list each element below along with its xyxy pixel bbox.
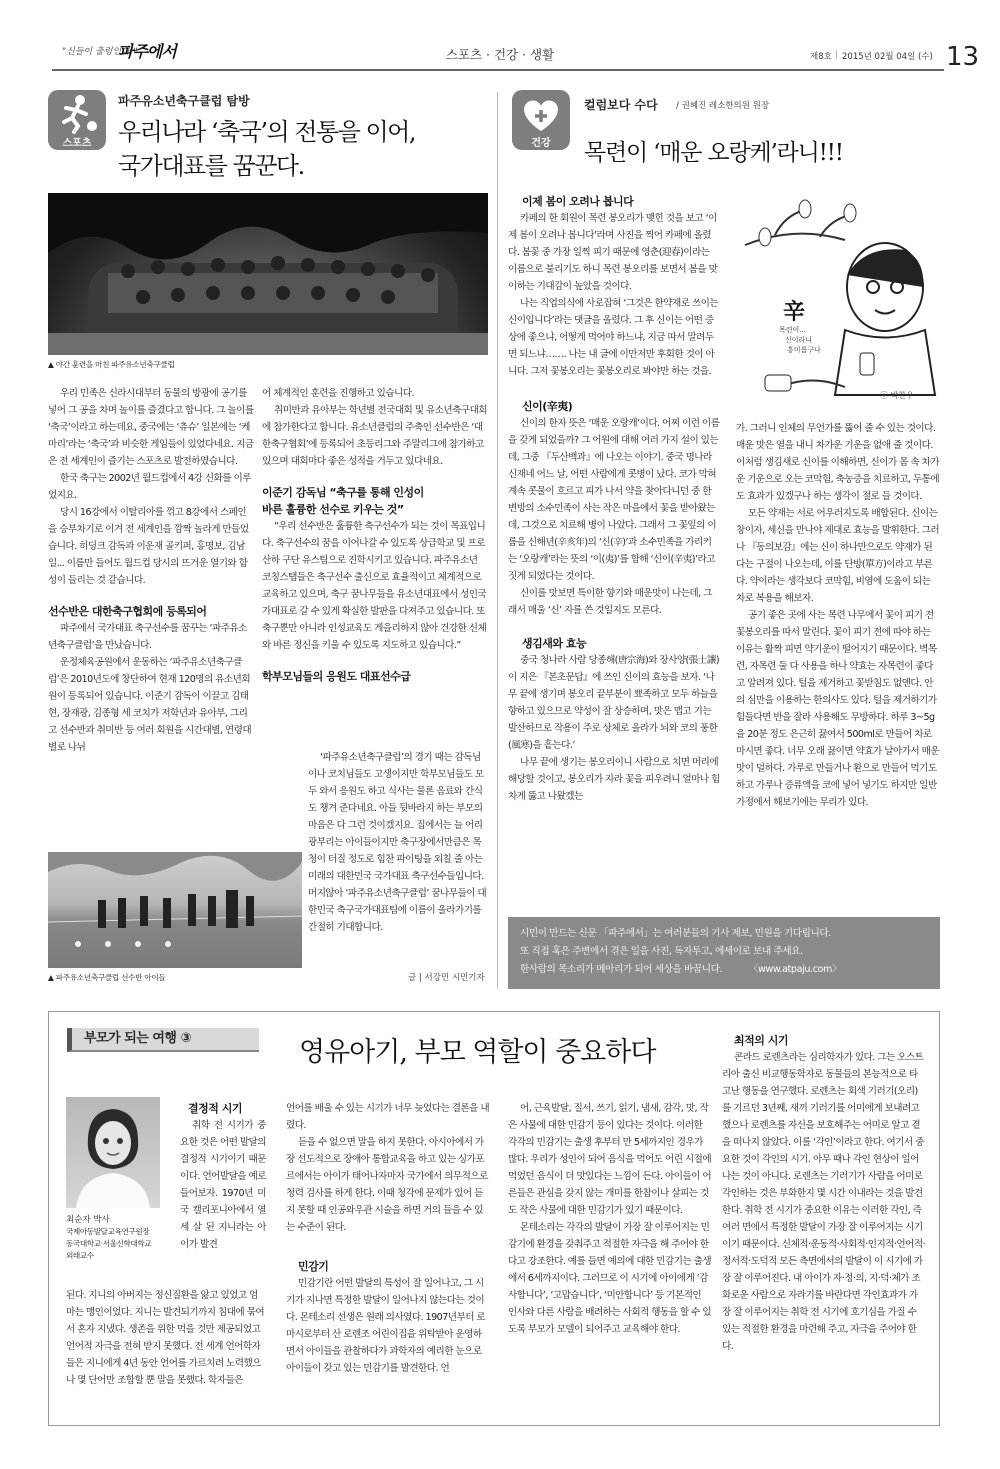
sports-col1-paragraphs-b [48, 620, 254, 756]
parent-col1-full: 된다. 지니의 아버지는 정신질환을 앓고 있었고 엄마는 맹인이었다. 지니는 발견되기까지 침대에 묶여서 혼자 지냈다. 생존을 위한 먹을 것만 제공되었고 언어적 자극을 전혀 받지 못했다. 전 세계 언어학자들은 지니에게 4년 동안 언어를 가르치려 노력했으나 몇 단어만 조합할 뿐 말을 못했다. 학자들은 [66, 1290, 265, 1386]
health-column-2 [736, 420, 940, 811]
illustration-char: 辛 [783, 300, 806, 325]
paragraph: 듣을 수 없으면 말을 하지 못한다. 아시아에서 가장 선도적으로 장애아 통합교육을 하고 있는 싱가포르에서는 아이가 태어나자마자 국가에서 의무적으로 청력 검사를 하게 한다. 이때 청각에 문제가 있어 듣지 못할 때 인공와우관 시술을 하면 거의 들을 수 있는 수준이 된다. [286, 1137, 488, 1233]
parent-column-4 [722, 1032, 926, 1355]
running-figure-icon [48, 92, 106, 134]
health-kicker: 컬럼보다 수다 [584, 98, 658, 112]
paragraph: 파주에서 국가대표 축구선수를 꿈꾸는 ‘파주유소년축구클럽’을 만났습니다. [48, 623, 247, 651]
sports-column-2-bottom [308, 749, 488, 936]
header-issue: 제8호 [810, 52, 832, 62]
paragraph: 나는 직업의식에 사로잡혀 ‘그것은 한약재로 쓰이는 신이입니다’라는 댓글을 올렸다. 그 후 신이는 어떤 증상에 좋으냐, 어떻게 먹어야 하느냐, 지금 따서 말려두면 되느냐……. 나는 내 글에 이만저만 후회한 것이 아니다. 그저 꽃봉오리는 꽃봉오리로 봐야만 하는 것을. [508, 298, 719, 377]
header-separator: | [835, 50, 838, 60]
sports-column-1 [48, 385, 254, 756]
parenting-title: 영유아기, 부모 역할이 중요하다 [299, 1037, 656, 1068]
health-col2-continuation: 가. 그러니 인체의 무언가를 뚫어 줄 수 있는 것이다. 매운 맛은 열을 내니 차가운 기운을 없애 줄 것이다. 이처럼 생김새로 신이를 이해하면, 신이가 몸 속 차가운 기운으로 오는 코막힘, 축농증을 치료하고, 두통에도 효과가 있겠구나 하는 생각이 절로 들 것이다. [736, 423, 940, 502]
doctor-caricature-figure [735, 195, 940, 405]
health-subhead-3: 생김새와 효능 [522, 637, 587, 650]
notice-line-3-row [520, 961, 928, 979]
sports-col1-paragraphs [48, 385, 254, 589]
illustration-note-3: 흥미롭구나 [787, 346, 821, 354]
team-group-figure [48, 193, 488, 355]
sports-title-line2: 국가대표를 꿈꾼다. [118, 152, 304, 180]
parent-col2-paragraphs [286, 1134, 490, 1236]
magnolia-illustration [735, 195, 940, 405]
paragraph: 우리 민족은 신라시대부터 동물의 방광에 공기를 넣어 그 공을 차며 놀이를 즐겼다고 합니다. 그 놀이를 ‘축국’이라고 하는데요, 중국에는 ‘츄슈’ 일본에는 ‘케마리’라는 ‘축국’과 비슷한 게임들이 있었다네요. 지금은 전 세계인이 즐기는 스포츠로 발전하였습니다. [48, 388, 254, 467]
paragraph: ‘파주유소년축구클럽’의 경기 때는 감독님이나 코치님들도 고생이지만 학부모님들도 모두 와서 응원도 하고 식사는 물론 음료와 간식도 챙겨 준다네요. 아들 뒷바라지 하는 부모의 마음은 다 그런 것이겠지요. 집에서는 늘 어리광부리는 아이들이지만 축구장에서만큼은 목청이 터질 정도로 힘찬 파이팅을 외칠 줄 아는 미래의 대한민국 국가대표 축구선수들입니다. 머지않아 ‘파주유소년축구클럽’ 꿈나무들이 대한민국 축구국가대표팀에 이름이 올라가기를 간절히 기대합니다. [308, 752, 487, 933]
paragraph: 몬테소리는 각각의 발달이 가장 잘 이루어지는 민감기에 환경을 갖춰주고 적절한 자극을 해 주어야 한다고 강조한다. 예를 들면 예의에 대한 민감기는 출생에서 6세까지이다. 그러므로 이 시기에 아이에게 ‘감사합니다’, ‘고맙습니다’, ‘미안합니다’ 등 기본적인 인사와 다른 사람을 배려하는 사회적 행동을 할 수 있도록 부모가 모델이 되어주고 교육해야 한다. [508, 1222, 712, 1335]
health-column-1 [508, 193, 720, 805]
health-subhead-2: 신이(辛夷) [522, 400, 573, 413]
health-badge-label: 건강 [531, 138, 551, 149]
health-p1 [508, 210, 720, 380]
health-badge [512, 90, 570, 150]
paragraph: 신이를 맛보면 특이한 향기와 매운맛이 나는데, 그래서 매울 ‘신’ 자를 쓴 것일지도 모른다. [508, 588, 712, 616]
sports-column-2 [262, 385, 488, 685]
paragraph: “우리 선수반은 훌륭한 축구선수가 되는 것이 목표입니다. 축구선수의 꿈을 이어나갈 수 있도록 상급학교 및 프로 산하 구단 유스팀으로 진학시키고 있습니다. 파주유소년 코칭스탭들은 축구선수 출신으로 효율적이고 체계적으로 교육하고 있으며, 축구 꿈나무들을 유소년대표에서 성인국가대표로 갈 수 있게 확실한 발판을 다져주고 있습니다. 또 축구뿐만 아니라 인성교육도 게을리하지 않아 건강한 신체와 바른 정신을 키울 수 있도록 지도하고 있습니다.” [262, 521, 487, 651]
players-figures [48, 852, 302, 968]
parent-col4-paragraphs [722, 1049, 926, 1355]
author-title-2: 동국대학교·서울신학대학교 [66, 1239, 152, 1248]
notice-line-1: 시민이 만드는 신문 「파주에서」는 여러분들의 기사 제보, 민원을 기다립니다. [520, 928, 831, 939]
paragraph: 중국 청나라 사람 당종해(唐宗海)와 장사양(張士讓)이 지은 『본초문답』에 쓰인 신이의 효능을 보자. ‘나무 끝에 생기며 봉오리 끝부분이 뾰족하고 모두 하늘을 향하고 있으므로 약성이 잘 상승하며, 맛은 맵고 기는 발산하므로 작용이 주로 상체로 올라가 뇌와 코의 풍한(風寒)을 흩는다.’ [508, 655, 720, 751]
paragraph: 나무 끝에 생기는 봉오리이니 사람으로 치면 머리에 해당할 것이고, 봉오리가 자라 꽃을 피우려니 얼마나 힘차게 뚫고 나왔겠는 [508, 757, 720, 802]
author-photo [66, 1097, 160, 1208]
parent-subhead-1: 결정적 시기 [188, 1102, 242, 1115]
author-portrait [66, 1097, 160, 1208]
health-author: / 권혜진 레소한의원 원장 [676, 101, 770, 111]
paragraph: 카페의 한 회원이 목련 봉오리가 맺힌 것을 보고 ‘이제 봄이 오려나 봅니다’라며 사진을 찍어 카페에 올렸다. 봄꽃 중 가장 일찍 피기 때문에 영춘(迎春)이라는 이름으로 불리기도 하니 목련 봉오리를 보면서 봄을 맞이하는 기대감이 높았을 것이다. [508, 213, 718, 292]
parent-column-2 [286, 1100, 490, 1377]
sports-col2-paragraphs [262, 402, 488, 470]
page-number: 13 [946, 42, 980, 72]
sports-col2-paragraphs-c [308, 749, 488, 936]
paragraph: 공기 좋은 곳에 사는 목련 나무에서 꽃이 피기 전 꽃봉오리를 따서 말린다. 꽃이 피기 전에 따야 하는 이유는 활짝 피면 약기운이 떨어지기 때문이다. 벽목련, 자목련 둘 다 사용을 하나 약효는 자목련이 좋다고 알려져 있다. 털을 제거하고 꽃받침도 없앤다. 안의 심만을 이용하는 한의사도 있다. 털을 제거하기가 힘들다면 반을 잘라 사용해도 무방하다. 하루 3~5g을 20분 정도 은근히 끓여서 500ml로 만들어 차로 마시면 좋다. 너무 오래 끓이면 약효가 날아가서 매운맛이 덜하다. 가루로 만들거나 환으로 만들어 먹기도 하고 가루나 증류액을 코에 넣어 넣기도 하지만 일반 가정에서 해보기에는 무리가 있다. [736, 610, 940, 808]
sports-kicker: 파주유소년축구클럽 탐방 [118, 94, 250, 108]
sports-col2-paragraphs-b [262, 518, 488, 654]
health-p3 [508, 652, 720, 805]
column-divider [497, 92, 498, 989]
health-subhead-1: 이제 봄이 오려나 봅니다 [522, 195, 634, 208]
health-title: 목련이 ‘매운 오랑케’라니!!! [584, 140, 843, 166]
illustration-note-2: 신이라니 [785, 336, 813, 344]
sports-byline: 글 | 서강민 시민기자 [408, 973, 485, 983]
header-slogan: "신들이 출렁인다!" [62, 47, 138, 57]
parent-column-3 [508, 1100, 712, 1338]
photo2-caption: ▲ 파주유소년축구클럽 선수반 아이들 [48, 973, 166, 982]
illustration-credit: ⓒ 박찬우 [880, 391, 914, 400]
paragraph: 취미반과 유아부는 학년별 전국대회 및 유소년축구대회에 참가한다고 합니다. 유소년클럽의 주축인 선수반은 ‘대한축구협회’에 등록되어 초등리그와 주말리그에 참가하고 있으며 대회마다 좋은 성적을 거두고 있다네요. [262, 405, 488, 467]
paragraph: 당시 16강에서 이탈리아를 꺾고 8강에서 스페인을 승부차기로 이겨 전 세계인을 깜짝 놀라게 만들었습니다. 히딩크 감독과 이운재 골키퍼, 홍명보, 김남일... 이름만 들어도 월드컵 당시의 뜨거운 열기와 함성이 들리는 것 같습니다. [48, 507, 249, 586]
sports-col2-continuation: 어 체계적인 훈련을 진행하고 있습니다. [262, 388, 414, 399]
parent-subhead-3: 최적의 시기 [734, 1034, 788, 1047]
header-date: 2015년 02월 04일 (수) [842, 52, 933, 62]
author-title-1: 국제아동발달교육연구원장 [66, 1227, 150, 1236]
header-rule [52, 69, 944, 71]
health-col2-paragraphs [736, 505, 940, 811]
sports-subhead-2b: 바른 훌륭한 선수로 키우는 것” [262, 503, 404, 516]
sports-badge [48, 90, 106, 150]
paragraph: 모든 약재는 서로 어우러지도록 배합된다. 신이는 창이자, 세신을 만나야 제대로 효능을 발휘한다. 그러나 『동의보감』에는 신이 하나만으로도 약재가 된다는 구절이 나오는데, 이를 단방(單方)이라고 부른다. 약이라는 생각보다 코막힘, 비염에 도움이 되는 차로 복용을 해보자. [736, 508, 940, 604]
header-section: 스포츠 · 건강 · 생활 [445, 47, 555, 62]
paragraph: 어, 근육발달, 질서, 쓰기, 읽기, 냄새, 감각, 맛, 작은 사물에 대한 민감기 등이 있다는 것이다. 이러한 각각의 민감기는 출생 후부터 만 5세까지인 경우가 많다. 우리가 성인이 되어 음식을 먹어도 어린 시절에 먹었던 음식이 더 맛있다는 느낌이 든다. 아이들이 어른들은 관심을 갖지 않는 개미를 한참이나 살피는 것도 작은 사물에 대한 민감기가 있기 때문이다. [508, 1103, 712, 1216]
paragraph: 민감기란 어떤 발달의 특성이 잘 일어나고, 그 시기가 지나면 특정한 발달이 일어나지 않는다는 것이다. 몬테소리 선생은 원래 의사였다. 1907년부터 로마시로부터 산 로렌조 어린이집을 위탁받아 운영하면서 아이들을 관찰하다가 과학자의 예리한 눈으로 아이들이 갖고 있는 민감기를 발견한다. 언 [286, 1278, 486, 1374]
paragraph: 한국 축구는 2002년 월드컵에서 4강 신화를 이루었지요. [48, 473, 251, 501]
parent-col1-wrap: 취학 전 시기가 중요한 것은 어떤 발달의 결정적 시기이기 때문이다. 언어발달을 예로 들어보자. 1970년 미국 캘리포니아에서 열세 살 된 지니라는 아이가 발견 [180, 1120, 266, 1250]
sports-subhead-1: 선수반은 대한축구협회에 등록되어 [48, 605, 207, 618]
practice-photo [48, 852, 302, 968]
paragraph: 콘라드 로렌츠라는 심리학자가 있다. 그는 오스트리아 출신 비교행동학자로 동물들의 본능적으로 타고난 행동을 연구했다. 로렌츠는 회색 기러기(오리)를 기르던 3년째, 새끼 기러기를 어미에게 보내려고 했으나 로렌츠를 자신을 보호해주는 어미로 알고 곁을 떠나지 않았다. 이를 ‘각인’이라고 한다. 여기서 중요한 것이 각인의 시기. 아무 때나 각인 현상이 일어나는 것이 아니다. 로렌츠는 기러기가 사람을 어미로 각인하는 것은 부화한지 몇 시간 이내라는 것을 발견한다. 취학 전 시기가 중요한 이유는 이러한 각인, 즉 여러 면에서 특정한 발달이 가장 잘 이루어지는 시기이기 때문이다. 신체적·운동적·사회적·인지적·언어적·정서적·도덕적 모든 측면에서의 발달이 이 시기에 가장 잘 이루어진다. 내 아이가 자·정·의, 지·덕·체가 조화로운 사람으로 자라기를 바란다면 각인효과가 가장 잘 이루어지는 취학 전 시기에 호기심을 가질 수 있는 적절한 환경을 마련해 주고, 자극을 주어야 한다. [722, 1052, 926, 1352]
notice-url[interactable]: 〈www.atpaju.com〉 [748, 964, 842, 975]
series-label: 부모가 되는 여행 ③ [84, 1031, 191, 1046]
team-photo-night [48, 193, 488, 355]
parent-col2-continuation: 언어를 배울 수 있는 시기가 너무 늦었다는 결론을 내렸다. [286, 1103, 490, 1131]
sports-subhead-3: 학부모님들의 응원도 대표선수급 [262, 670, 411, 683]
sports-badge-label: 스포츠 [62, 138, 92, 149]
header-logo: 파주에서 [118, 42, 176, 61]
page-header [0, 0, 1000, 70]
notice-box [508, 917, 940, 989]
illustration-note-1: 목련이... [779, 326, 806, 334]
photo1-caption: ▲ 야간 훈련을 마친 파주유소년축구클럽 [48, 360, 175, 369]
author-title-3: 외래교수 [66, 1251, 94, 1260]
heart-plus-icon [512, 93, 570, 135]
notice-line-2: 또 직접 혹은 주변에서 겪은 일을 사진, 독자투고, 에세이로 보내 주세요. [520, 946, 803, 957]
sports-title-line1: 우리나라 ‘축국’의 전통을 이어, [118, 118, 415, 146]
paragraph: 신이의 한자 뜻은 ‘매운 오랑캐’이다. 어찌 이런 이름을 갖게 되었을까? 그 어원에 대해 여러 가지 설이 있는데, 그중 『두산백과』에 나오는 이야기. 중국 명나라 신재네 어느 날, 어떤 사람에게 콧병이 났다. 코가 막혀 계속 콧물이 흐르고 피가 나서 약을 찾아다니던 중 한 변방의 소수민족이 사는 작은 마을에서 꽃을 받아왔는데, 그것으로 치료해 병이 나았다. 그래서 그 꽃잎의 이름을 신해년(辛亥年)의 ‘신(辛)’과 소수민족을 가리키는 ‘오랑캐’라는 뜻의 ‘이(夷)’를 합해 ‘신이(辛夷)’라고 짓게 되었다는 것이다. [508, 418, 720, 582]
sports-subhead-2a: 이준기 감독님 “축구를 통해 인성이 [262, 486, 424, 499]
paragraph: 운정체육공원에서 운동하는 ‘파주유소년축구클럽’은 2010년도에 창단하여 현재 120명의 유소년회원이 등록되어 있습니다. 이준기 감독이 이끌고 김태현, 장재광, 김종형 세 코치가 저학년과 유아부, 그리고 선수반과 취미반 등 여러 회원을 시간대별, 연령대별로 나뉘 [48, 657, 252, 753]
parent-subhead-2: 민감기 [298, 1260, 329, 1273]
parent-col2-paragraphs-c [286, 1275, 490, 1377]
health-p2 [508, 415, 720, 619]
notice-line-3: 한사람의 목소리가 메아리가 되어 세상을 바꿉니다. [520, 964, 723, 975]
parent-col3-paragraphs [508, 1100, 712, 1338]
series-bar [67, 1028, 259, 1052]
author-name: 최순자 박사 [66, 1215, 110, 1225]
